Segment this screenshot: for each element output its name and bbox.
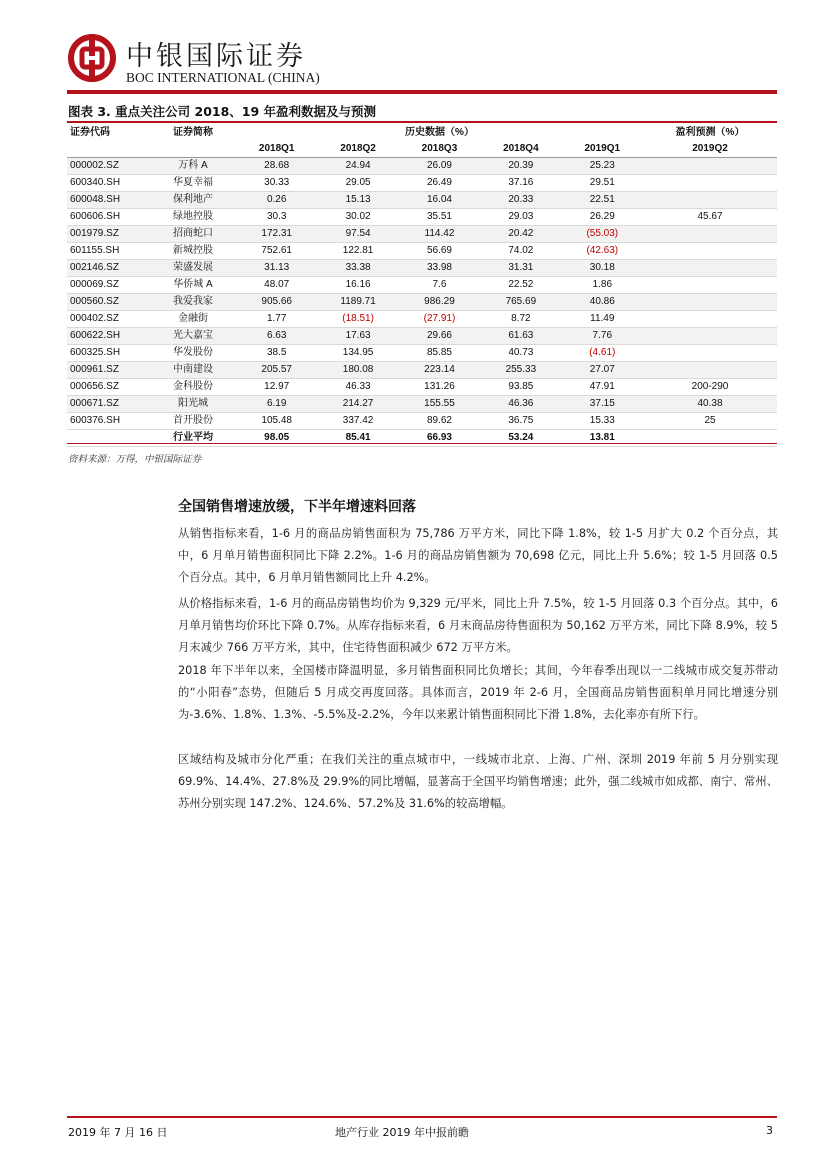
value-cell <box>643 192 777 209</box>
value-cell: 16.04 <box>399 192 480 209</box>
security-code: 000671.SZ <box>67 396 150 413</box>
value-cell: 30.02 <box>317 209 398 226</box>
value-cell: 20.33 <box>480 192 561 209</box>
value-cell: 223.14 <box>399 362 480 379</box>
value-cell: 180.08 <box>317 362 398 379</box>
value-cell: 37.16 <box>480 175 561 192</box>
security-code: 600340.SH <box>67 175 150 192</box>
value-cell: (55.03) <box>562 226 643 243</box>
security-code: 600376.SH <box>67 413 150 430</box>
value-cell: 26.49 <box>399 175 480 192</box>
footer-divider <box>67 1116 777 1118</box>
security-name: 华夏幸福 <box>150 175 236 192</box>
value-cell: 114.42 <box>399 226 480 243</box>
value-cell: 155.55 <box>399 396 480 413</box>
value-cell: 48.07 <box>236 277 317 294</box>
table-row <box>67 277 777 294</box>
value-cell <box>643 362 777 379</box>
value-cell: 61.63 <box>480 328 561 345</box>
value-cell: 46.36 <box>480 396 561 413</box>
value-cell: 6.19 <box>236 396 317 413</box>
value-cell: 15.13 <box>317 192 398 209</box>
value-cell: 337.42 <box>317 413 398 430</box>
value-cell: 35.51 <box>399 209 480 226</box>
paragraph: 从销售指标来看，1-6 月的商品房销售面积为 75,786 万平方米，同比下降 1.8%，较 1-5 月扩大 0.2 个百分点，其中，6 月单月销售面积同比下降 2.2%。1-6 月的商品房销售额为 70,698 亿元，同比上升 5.6%；较 1-5 月回落 0.5 个百分点。其中，6 月单月销售额同比上升 4.2%。 <box>178 527 778 584</box>
period-header: 2018Q4 <box>480 141 561 158</box>
value-cell: 131.26 <box>399 379 480 396</box>
table-row <box>67 192 777 209</box>
security-code: 600048.SH <box>67 192 150 209</box>
value-cell: 134.95 <box>317 345 398 362</box>
security-code: 000961.SZ <box>67 362 150 379</box>
value-cell <box>643 277 777 294</box>
table-row <box>67 328 777 345</box>
value-cell: 16.16 <box>317 277 398 294</box>
security-name: 我爱我家 <box>150 294 236 311</box>
period-header: 2019Q2 <box>643 141 777 158</box>
value-cell: 0.26 <box>236 192 317 209</box>
security-code: 001979.SZ <box>67 226 150 243</box>
value-cell: 97.54 <box>317 226 398 243</box>
table-row <box>67 260 777 277</box>
value-cell: 30.33 <box>236 175 317 192</box>
value-cell: 105.48 <box>236 413 317 430</box>
table-row <box>67 226 777 243</box>
table-row <box>67 311 777 328</box>
security-code: 002146.SZ <box>67 260 150 277</box>
value-cell <box>643 243 777 260</box>
security-name: 绿地控股 <box>150 209 236 226</box>
table-period-row <box>67 141 777 158</box>
value-cell: 20.39 <box>480 158 561 175</box>
value-cell: 40.38 <box>643 396 777 413</box>
value-cell: 46.33 <box>317 379 398 396</box>
value-cell: 22.51 <box>562 192 643 209</box>
col-name-header: 证券简称 <box>173 127 213 138</box>
value-cell: 22.52 <box>480 277 561 294</box>
security-code: 601155.SH <box>67 243 150 260</box>
security-name: 新城控股 <box>150 243 236 260</box>
table-row <box>67 175 777 192</box>
average-value: 13.81 <box>562 430 643 447</box>
value-cell: 8.72 <box>480 311 561 328</box>
period-header: 2019Q1 <box>562 141 643 158</box>
value-cell: 26.29 <box>562 209 643 226</box>
value-cell: 45.67 <box>643 209 777 226</box>
security-name: 光大嘉宝 <box>150 328 236 345</box>
security-name: 荣盛发展 <box>150 260 236 277</box>
value-cell: 172.31 <box>236 226 317 243</box>
table-row <box>67 158 777 175</box>
value-cell: 205.57 <box>236 362 317 379</box>
table-source: 资料来源：万得，中银国际证券 <box>68 454 202 465</box>
boc-logo-icon <box>67 33 117 83</box>
security-code: 600325.SH <box>67 345 150 362</box>
value-cell: 30.3 <box>236 209 317 226</box>
value-cell: 905.66 <box>236 294 317 311</box>
period-header: 2018Q1 <box>236 141 317 158</box>
value-cell: 255.33 <box>480 362 561 379</box>
value-cell: 1.77 <box>236 311 317 328</box>
value-cell: 11.49 <box>562 311 643 328</box>
value-cell: 28.68 <box>236 158 317 175</box>
security-name: 金融街 <box>150 311 236 328</box>
value-cell: 1.86 <box>562 277 643 294</box>
security-name: 首开股份 <box>150 413 236 430</box>
header-divider <box>67 90 777 94</box>
value-cell: 31.13 <box>236 260 317 277</box>
table-header-row <box>67 125 777 141</box>
paragraph: 区域结构及城市分化严重；在我们关注的重点城市中，一线城市北京、上海、广州、深圳 2019 年前 5 月分别实现 69.9%、14.4%、27.8%及 29.9%的同比增幅，显著高于全国平均销售增速；此外，强二线城市如成都、南宁、常州、苏州分别实现 147.2%、124.6%、57.2%及 31.6%的较高增幅。 <box>178 753 778 810</box>
table-top-rule <box>67 121 777 123</box>
average-value: 53.24 <box>480 430 561 447</box>
value-cell: 26.09 <box>399 158 480 175</box>
value-cell <box>643 345 777 362</box>
value-cell: 33.38 <box>317 260 398 277</box>
average-value: 98.05 <box>236 430 317 447</box>
table-row <box>67 243 777 260</box>
value-cell: 29.66 <box>399 328 480 345</box>
value-cell: 85.85 <box>399 345 480 362</box>
value-cell: 27.07 <box>562 362 643 379</box>
paragraph: 从价格指标来看，1-6 月的商品房销售均价为 9,329 元/平米，同比上升 7.5%，较 1-5 月回落 0.3 个百分点。其中，6 月单月销售均价环比下降 0.7%。从库存指标来看，6 月末商品房待售面积为 50,162 万平方米，同比下降 8.9%，较 5 月末减少 766 万平方米，其中，住宅待售面积减少 672 万平方米。 <box>178 597 778 654</box>
value-cell: 1189.71 <box>317 294 398 311</box>
value-cell: 25.23 <box>562 158 643 175</box>
logo-english-name: BOC INTERNATIONAL (CHINA) <box>126 70 320 85</box>
table-row <box>67 396 777 413</box>
figure-title: 图表 3. 重点关注公司 2018、19 年盈利数据及与预测 <box>68 104 377 119</box>
value-cell: 24.94 <box>317 158 398 175</box>
value-cell: 6.63 <box>236 328 317 345</box>
col-code-header: 证券代码 <box>70 127 110 138</box>
security-code: 000002.SZ <box>67 158 150 175</box>
value-cell: 986.29 <box>399 294 480 311</box>
value-cell: 7.6 <box>399 277 480 294</box>
value-cell: 122.81 <box>317 243 398 260</box>
value-cell: 29.51 <box>562 175 643 192</box>
period-header: 2018Q3 <box>399 141 480 158</box>
value-cell: (4.61) <box>562 345 643 362</box>
paragraph: 2018 年下半年以来，全国楼市降温明显，多月销售面积同比负增长；其间，今年春季出现以一二线城市成交复苏带动的“小阳春”态势，但随后 5 月成交再度回落。具体而言，2019 年 2-6 月，全国商品房销售面积单月同比增速分别为-3.6%、1.8%、1.3%、-5.5%及-2.2%，今年以来累计销售面积同比下滑 1.8%，去化率亦有所下行。 <box>178 664 778 721</box>
value-cell: 25 <box>643 413 777 430</box>
value-cell: (42.63) <box>562 243 643 260</box>
table-row <box>67 209 777 226</box>
table-row <box>67 362 777 379</box>
table-row <box>67 379 777 396</box>
average-label: 行业平均 <box>150 430 236 447</box>
value-cell: 31.31 <box>480 260 561 277</box>
value-cell: 29.03 <box>480 209 561 226</box>
value-cell: 33.98 <box>399 260 480 277</box>
value-cell <box>643 294 777 311</box>
logo-chinese-name: 中银国际证券 <box>126 41 306 72</box>
value-cell: 200-290 <box>643 379 777 396</box>
value-cell: 37.15 <box>562 396 643 413</box>
security-name: 中南建设 <box>150 362 236 379</box>
col-forecast-header: 盈利预测（%） <box>675 127 745 138</box>
security-code: 000560.SZ <box>67 294 150 311</box>
average-value: 66.93 <box>399 430 480 447</box>
page-number: 3 <box>766 1124 773 1137</box>
value-cell: (27.91) <box>399 311 480 328</box>
table-row <box>67 294 777 311</box>
value-cell <box>643 226 777 243</box>
value-cell <box>643 328 777 345</box>
table-row <box>67 345 777 362</box>
value-cell: 38.5 <box>236 345 317 362</box>
value-cell: 20.42 <box>480 226 561 243</box>
value-cell <box>643 158 777 175</box>
value-cell: 36.75 <box>480 413 561 430</box>
security-name: 招商蛇口 <box>150 226 236 243</box>
value-cell: 89.62 <box>399 413 480 430</box>
value-cell: 30.18 <box>562 260 643 277</box>
security-code: 000069.SZ <box>67 277 150 294</box>
security-code: 000402.SZ <box>67 311 150 328</box>
value-cell: 40.86 <box>562 294 643 311</box>
value-cell <box>643 175 777 192</box>
value-cell: 12.97 <box>236 379 317 396</box>
security-name: 万科 A <box>150 158 236 175</box>
earnings-table <box>67 125 777 447</box>
footer-report-title: 地产行业 2019 年中报前瞻 <box>335 1126 469 1139</box>
value-cell: (18.51) <box>317 311 398 328</box>
value-cell: 40.73 <box>480 345 561 362</box>
security-code: 600622.SH <box>67 328 150 345</box>
section-title: 全国销售增速放缓，下半年增速料回落 <box>178 499 416 515</box>
security-name: 华侨城 A <box>150 277 236 294</box>
value-cell: 47.91 <box>562 379 643 396</box>
security-name: 金科股份 <box>150 379 236 396</box>
value-cell: 765.69 <box>480 294 561 311</box>
value-cell: 15.33 <box>562 413 643 430</box>
security-name: 华发股份 <box>150 345 236 362</box>
value-cell: 74.02 <box>480 243 561 260</box>
value-cell <box>643 311 777 328</box>
table-bottom-rule <box>67 443 777 444</box>
average-value: 85.41 <box>317 430 398 447</box>
value-cell: 7.76 <box>562 328 643 345</box>
col-history-header: 历史数据（%） <box>405 127 474 138</box>
security-name: 阳光城 <box>150 396 236 413</box>
value-cell: 56.69 <box>399 243 480 260</box>
value-cell: 29.05 <box>317 175 398 192</box>
security-name: 保利地产 <box>150 192 236 209</box>
value-cell: 752.61 <box>236 243 317 260</box>
security-code: 600606.SH <box>67 209 150 226</box>
value-cell: 214.27 <box>317 396 398 413</box>
value-cell: 93.85 <box>480 379 561 396</box>
security-code: 000656.SZ <box>67 379 150 396</box>
value-cell <box>643 260 777 277</box>
value-cell: 17.63 <box>317 328 398 345</box>
period-header: 2018Q2 <box>317 141 398 158</box>
table-row <box>67 413 777 430</box>
footer-date: 2019 年 7 月 16 日 <box>68 1126 168 1139</box>
